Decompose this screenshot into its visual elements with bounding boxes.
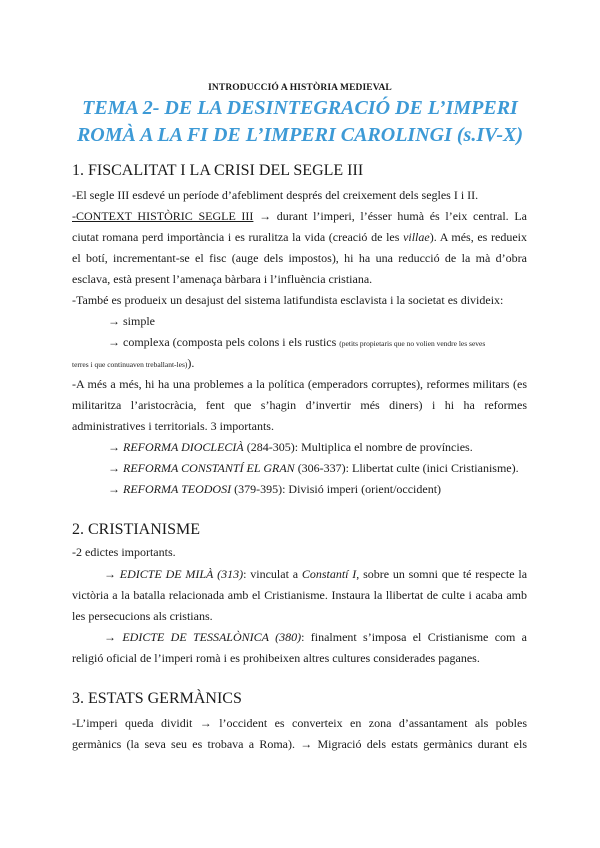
arrow: → (104, 630, 123, 644)
context-label: -CONTEXT HISTÒRIC SEGLE III (72, 209, 254, 223)
edict-mila (104, 567, 527, 581)
arrow: → (104, 567, 120, 581)
context-text: → durant l’imperi, l’ésser humà és l’eix central. La (253, 209, 527, 223)
bullet-complexa-cont (72, 356, 527, 372)
section1-paragraph-line: esclava, està present l’amenaça bàrbara i l’influència cristiana. (72, 272, 373, 286)
section2-paragraph-line: victòria a la batalla relacionada amb el Cristianisme. Instaura la llibertat de culte i acaba amb (72, 588, 527, 602)
text-span: , sobre un somni que té respecte la (356, 567, 528, 581)
section1-paragraph-line: administratives i territorials. 3 importants. (72, 419, 274, 433)
arrow: → (108, 440, 123, 454)
small-note: terres i que continuaven treballant-les) (72, 360, 188, 369)
text-span: ciutat romana perd importància i es ruralitza la vida (creació de les (72, 230, 404, 244)
course-label: INTRODUCCIÓ A HISTÒRIA MEDIEVAL (208, 83, 392, 93)
section3-heading: 3. ESTATS GERMÀNICS (72, 690, 242, 707)
section2-heading: 2. CRISTIANISME (72, 521, 201, 538)
text-span: ). (187, 356, 195, 370)
text-span: : finalment s’imposa el Cristianisme com a (301, 630, 528, 644)
text-span: (379-395): Divisió imperi (orient/occident) (231, 482, 442, 496)
emperor-name: Constantí I (301, 567, 357, 581)
section1-intro: -El segle III esdevé un període d’afebliment després del creixement dels segles I i II. (72, 188, 479, 202)
edict-tessalonica (104, 630, 527, 644)
section1-paragraph-line: el botí, incrementant-se el fisc (auge dels impostos), hi ha una reducció de la mà d’obra (72, 251, 527, 265)
reform-item (108, 440, 527, 454)
section2-intro: -2 edictes importants. (72, 545, 176, 559)
section1-paragraph-line (72, 230, 527, 244)
bullet-complexa (108, 335, 527, 351)
section1-paragraph-line: militaritza l’aristocràcia, fent que s’hagin d’invertir més diners) i hi ha reformes (72, 398, 527, 412)
section3-paragraph-line: -L’imperi queda dividit → l’occident es converteix en zona d’assantament als pobles (72, 716, 527, 730)
section3-paragraph-line: germànics (la seva seu es trobava a Roma). → Migració dels estats germànics durant els (72, 737, 527, 751)
section1-paragraph-line: -També es produeix un desajust del sistema latifundista esclavista i la societat es divideix: (72, 293, 504, 307)
reform-name: REFORMA CONSTANTÍ EL GRAN (123, 461, 295, 475)
edict-name: EDICTE DE TESSALÒNICA (380) (122, 630, 302, 644)
text-span: ). A més, es redueix (429, 230, 527, 244)
text-span: (284-305): Multiplica el nombre de províncies. (243, 440, 473, 454)
small-note: (petits propietaris que no volien vendre les seves (339, 339, 486, 348)
page-title-line2: ROMÀ A LA FI DE L’IMPERI CAROLINGI (s.IV-X) (76, 124, 524, 146)
reform-name: REFORMA TEODOSI (123, 482, 232, 496)
section1-context-line (72, 209, 527, 223)
bullet-simple: → simple (108, 314, 155, 328)
text-span: → complexa (composta pels colons i els rustics (108, 335, 340, 349)
reform-item (108, 482, 527, 496)
reform-name: REFORMA DIOCLECIÀ (123, 440, 244, 454)
text-span: (306-337): Llibertat culte (inici Cristianisme). (294, 461, 519, 475)
section2-paragraph-line: les persecucions als cristians. (72, 609, 213, 623)
section2-paragraph-line: religió oficial de l’imperi romà i es prohibeixen altres cultures considerades paganes. (72, 651, 480, 665)
edict-name: EDICTE DE MILÀ (313) (119, 567, 244, 581)
text-span: : vinculat a (243, 567, 302, 581)
arrow: → (108, 461, 123, 475)
arrow: → (108, 482, 123, 496)
reform-item (108, 461, 527, 475)
villae-term: villae (403, 230, 430, 244)
page-title-line1: TEMA 2- DE LA DESINTEGRACIÓ DE L’IMPERI (82, 97, 518, 119)
section1-heading: 1. FISCALITAT I LA CRISI DEL SEGLE III (72, 162, 364, 179)
section1-paragraph-line: -A més a més, hi ha una problemes a la política (emperadors corruptes), reformes militars (es (72, 377, 527, 391)
